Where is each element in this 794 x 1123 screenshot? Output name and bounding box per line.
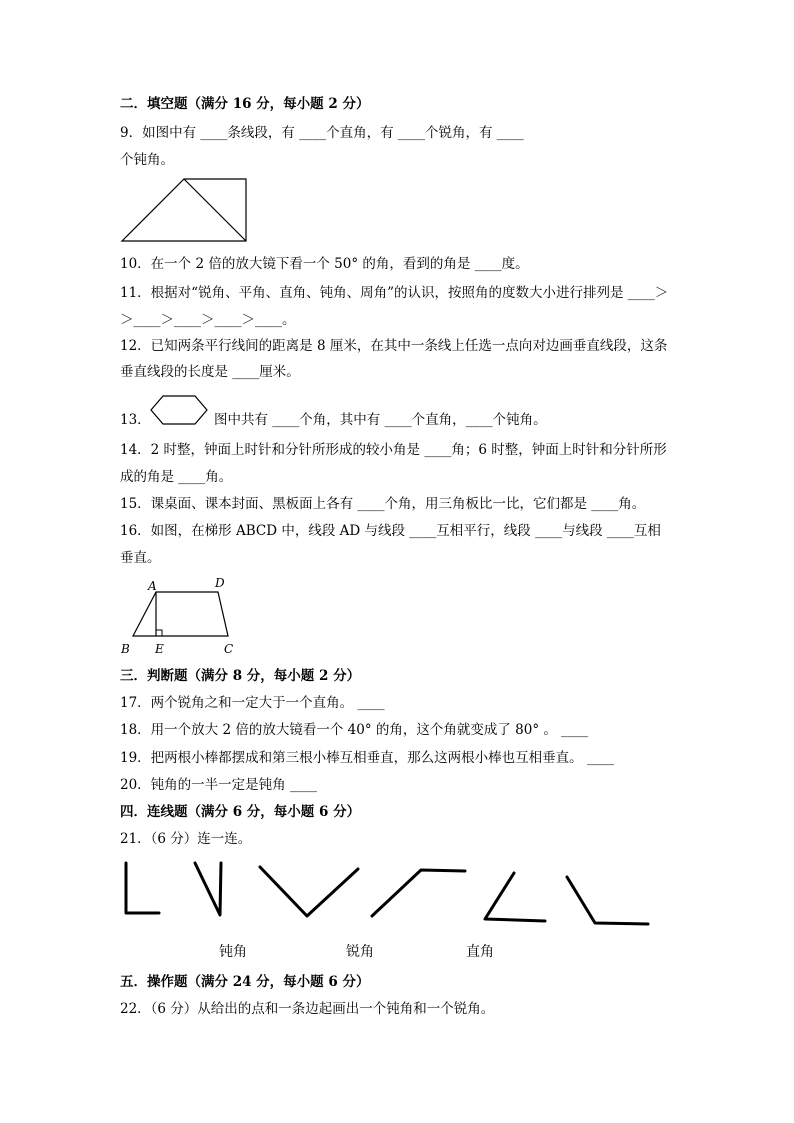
- question-11-line2: ＞____＞____＞____＞____。: [120, 312, 296, 328]
- section-judge-heading: 三．判断题（满分 8 分，每小题 2 分）: [120, 668, 361, 684]
- angle-drawing-2: [195, 863, 221, 915]
- section-match-heading: 四．连线题（满分 6 分，每小题 6 分）: [120, 804, 361, 820]
- question-11-line1: 11．根据对“锐角、平角、直角、钝角、周角”的认识，按照角的度数大小进行排列是 ____＞: [120, 285, 669, 301]
- angle-drawing-1: [126, 863, 159, 913]
- label-a: A: [148, 579, 157, 593]
- question-9-line2: 个钝角。: [120, 152, 174, 168]
- trapezoid-figure: [115, 574, 245, 658]
- question-17: 17．两个锐角之和一定大于一个直角。 ____: [120, 695, 385, 711]
- angle-drawing-3: [260, 867, 358, 916]
- option-right: 直角: [466, 944, 494, 960]
- question-20: 20．钝角的一半一定是钝角 ____: [120, 777, 317, 793]
- question-10: 10．在一个 2 倍的放大镜下看一个 50° 的角，看到的角是 ____度。: [120, 256, 529, 272]
- triangle-rectangle-figure: [118, 175, 250, 245]
- angle-drawing-6: [567, 877, 648, 924]
- question-14-line1: 14．2 时整，钟面上时针和分针所形成的较小角是 ____角；6 时整，钟面上时针和分针所形: [120, 442, 667, 458]
- label-b: B: [121, 642, 130, 656]
- question-18: 18．用一个放大 2 倍的放大镜看一个 40° 的角，这个角就变成了 80° 。 ____: [120, 722, 589, 738]
- angle-drawing-5: [485, 873, 545, 921]
- question-16-line2: 垂直。: [120, 550, 161, 566]
- question-9-line1: 9．如图中有 ____条线段，有 ____个直角，有 ____个锐角，有 ____: [120, 125, 524, 141]
- question-12-line2: 垂直线段的长度是 ____厘米。: [120, 364, 300, 380]
- label-c: C: [224, 642, 234, 656]
- question-13-number: 13．: [120, 412, 151, 428]
- question-22: 22．（6 分）从给出的点和一条边起画出一个钝角和一个锐角。: [120, 1001, 495, 1017]
- hexagon-figure: [147, 393, 211, 427]
- label-e: E: [155, 642, 164, 656]
- question-13-text: 图中共有 ____个角，其中有 ____个直角，____个钝角。: [214, 412, 547, 428]
- question-21: 21．（6 分）连一连。: [120, 831, 252, 847]
- section-fill-heading: 二．填空题（满分 16 分，每小题 2 分）: [120, 96, 370, 112]
- question-14-line2: 成的角是 ____角。: [120, 469, 233, 485]
- question-15: 15．课桌面、课本封面、黑板面上各有 ____个角，用三角板比一比，它们都是 ____角。: [120, 496, 646, 512]
- option-acute: 锐角: [346, 944, 374, 960]
- label-d: D: [215, 576, 225, 590]
- section-operate-heading: 五．操作题（满分 24 分，每小题 6 分）: [120, 974, 370, 990]
- angle-drawings: [115, 855, 660, 935]
- question-16-line1: 16．如图，在梯形 ABCD 中，线段 AD 与线段 ____互相平行，线段 ____与线段 ____互相: [120, 523, 661, 539]
- question-12-line1: 12．已知两条平行线间的距离是 8 厘米，在其中一条线上任选一点向对边画垂直线段，这条: [120, 338, 668, 354]
- angle-drawing-4: [372, 870, 465, 916]
- question-19: 19．把两根小棒都摆成和第三根小棒互相垂直，那么这两根小棒也互相垂直。 ____: [120, 750, 614, 766]
- option-obtuse: 钝角: [219, 944, 247, 960]
